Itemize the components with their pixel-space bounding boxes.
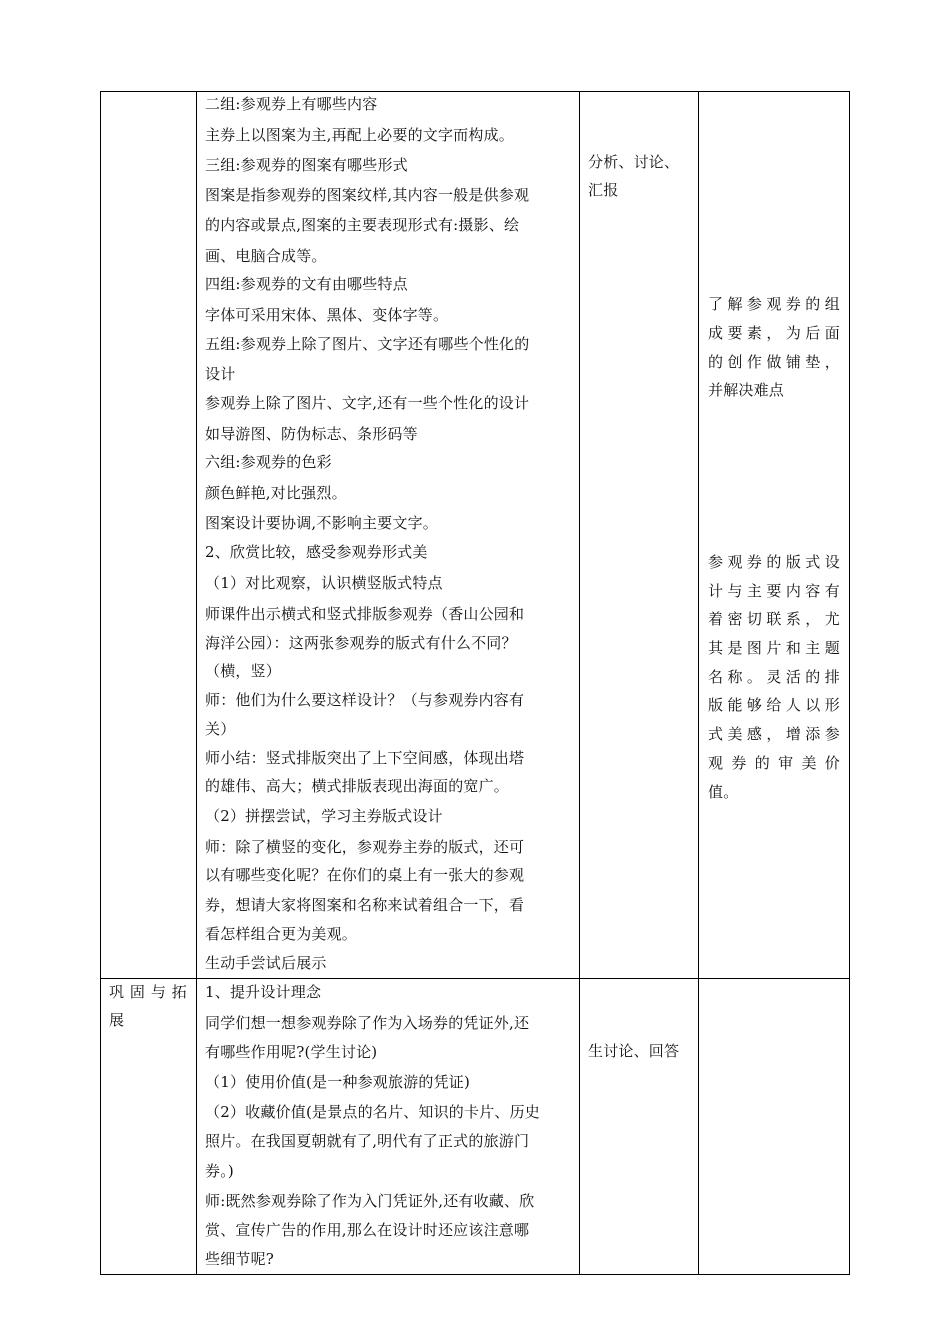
content-line: 有哪些作用呢?(学生讨论) — [205, 1043, 378, 1061]
content-line: 赏、宣传广告的作用,那么在设计时还应该注意哪 — [205, 1221, 530, 1239]
content-line: 同学们想一想参观券除了作为入场券的凭证外,还 — [205, 1014, 530, 1032]
design-intent-line: 着 密 切 联 系 ， 尤 — [708, 610, 840, 628]
design-intent-line: 了 解 参 观 券 的 组 — [708, 295, 840, 313]
student-activity-line: 汇报 — [588, 181, 619, 199]
content-line: 关） — [205, 720, 236, 738]
design-intent-line: 成 要 素 ， 为 后 面 — [708, 324, 840, 342]
row-divider — [100, 978, 850, 979]
design-intent-line: 其 是 图 片 和 主 题 — [708, 639, 840, 657]
content-line: 三组:参观券的图案有哪些形式 — [205, 156, 408, 174]
lesson-plan-table — [100, 91, 850, 1275]
design-intent-line: 观 券 的 审 美 价 — [708, 754, 840, 772]
content-line: （2）拼摆尝试，学习主券版式设计 — [205, 807, 443, 825]
student-activity-line: 分析、讨论、 — [588, 153, 680, 171]
content-line: （横，竖） — [205, 662, 282, 680]
content-line: 四组:参观券的文有由哪些特点 — [205, 275, 408, 293]
row1-design-intent-cell — [708, 91, 841, 978]
design-intent-line: 并解决难点 — [708, 381, 785, 399]
content-line: 师：除了横竖的变化，参观券主券的版式，还可 — [205, 838, 525, 856]
content-line: 些细节呢? — [205, 1250, 275, 1268]
content-line: 海洋公园）：这两张参观券的版式有什么不同？ — [205, 634, 517, 652]
content-line: 二组:参观券上有哪些内容 — [205, 95, 378, 113]
content-line: 参观券上除了图片、文字,还有一些个性化的设计 — [205, 394, 530, 412]
table-border-left — [100, 91, 101, 1275]
row1-content-cell — [205, 91, 575, 978]
row1-student-activity-cell — [588, 91, 693, 978]
content-line: 以有哪些变化呢？在你们的桌上有一张大的参观 — [205, 866, 525, 884]
content-line: 的雄伟、高大；横式排版表现出海面的宽广。 — [205, 777, 510, 795]
design-intent-line: 式 美 感 ， 增 添 参 — [708, 725, 840, 743]
content-line: 图案是指参观券的图案纹样,其内容一般是供参观 — [205, 186, 530, 204]
content-line: 照片。在我国夏朝就有了,明代有了正式的旅游门 — [205, 1132, 530, 1150]
content-line: 五组:参观券上除了图片、文字还有哪些个性化的 — [205, 335, 530, 353]
content-line: 主券上以图案为主,再配上必要的文字而构成。 — [205, 126, 514, 144]
column-divider-3 — [698, 91, 699, 1275]
design-intent-line: 参 观 券 的 版 式 设 — [708, 553, 840, 571]
content-line: （1）使用价值(是一种参观旅游的凭证) — [205, 1073, 471, 1091]
stage-label-line: 展 — [109, 1011, 125, 1029]
stage-label-line: 巩 固 与 拓 — [109, 983, 187, 1001]
content-line: 六组:参观券的色彩 — [205, 453, 332, 471]
design-intent-line: 名 称 。 灵 活 的 排 — [708, 668, 840, 686]
content-line: 师课件出示横式和竖式排版参观券（香山公园和 — [205, 605, 525, 623]
content-line: 图案设计要协调,不影响主要文字。 — [205, 514, 438, 532]
column-divider-2 — [579, 91, 580, 1275]
content-line: 师小结：竖式排版突出了上下空间感，体现出塔 — [205, 749, 525, 767]
content-line: 1、提升设计理念 — [205, 983, 322, 1001]
content-line: 师：他们为什么要这样设计？（与参观券内容有 — [205, 691, 525, 709]
column-divider-1 — [196, 91, 197, 1275]
content-line: 的内容或景点,图案的主要表现形式有:摄影、绘 — [205, 216, 520, 234]
content-line: 颜色鲜艳,对比强烈。 — [205, 484, 347, 502]
content-line: 师:既然参观券除了作为入门凭证外,还有收藏、欣 — [205, 1192, 535, 1210]
content-line: 画、电脑合成等。 — [205, 247, 327, 265]
content-line: 券。) — [205, 1162, 234, 1180]
content-line: 字体可采用宋体、黑体、变体字等。 — [205, 306, 449, 324]
design-intent-line: 的 创 作 做 铺 垫 ， — [708, 353, 840, 371]
design-intent-line: 计 与 主 要 内 容 有 — [708, 582, 840, 600]
design-intent-line: 版 能 够 给 人 以 形 — [708, 696, 840, 714]
content-line: 设计 — [205, 365, 236, 383]
design-intent-line: 值。 — [708, 783, 739, 801]
student-activity-line: 生讨论、回答 — [588, 1042, 680, 1060]
content-line: 如导游图、防伪标志、条形码等 — [205, 425, 418, 443]
table-border-bottom — [100, 1274, 850, 1275]
table-border-right — [849, 91, 850, 1275]
content-line: （2）收藏价值(是景点的名片、知识的卡片、历史 — [205, 1103, 540, 1121]
content-line: 生动手尝试后展示 — [205, 954, 327, 972]
content-line: 2、欣赏比较，感受参观券形式美 — [205, 543, 428, 561]
content-line: 看怎样组合更为美观。 — [205, 925, 358, 943]
content-line: （1）对比观察，认识横竖版式特点 — [205, 574, 443, 592]
content-line: 券，想请大家将图案和名称来试着组合一下，看 — [205, 896, 525, 914]
